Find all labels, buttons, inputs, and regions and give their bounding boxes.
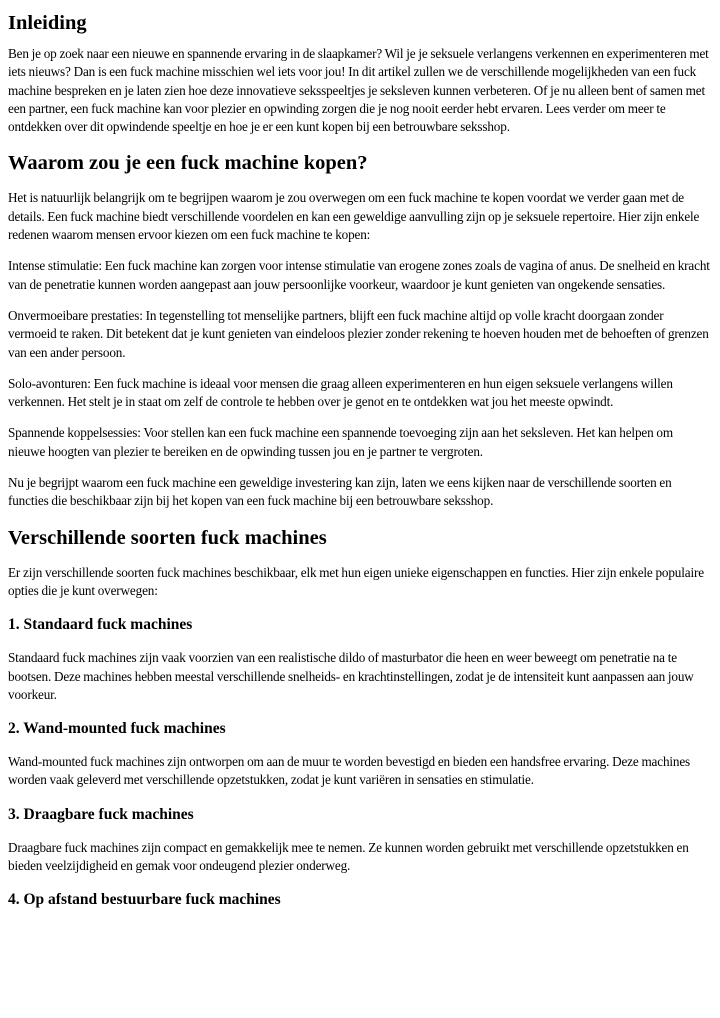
paragraph-solo-avonturen: Solo-avonturen: Een fuck machine is ideaal voor mensen die graag alleen experimenteren en hun eigen seksuele verlangens willen verkennen. Het stelt je in staat om zelf de controle te hebben over je genot en te ontdekken wat jou het meeste opwindt. (8, 375, 673, 410)
subheading-op-afstand: 4. Op afstand bestuurbare fuck machines (8, 891, 281, 909)
paragraph-standaard: Standaard fuck machines zijn vaak voorzien van een realistische dildo of masturbator die heen en weer beweegt om penetratie na te bootsen. Deze machines hebben meestal verschillende snelheids- en krachtinstellingen, zodat je de intensiteit kunt aanpassen aan jouw voorkeur. (8, 650, 694, 702)
paragraph-soorten-intro: Er zijn verschillende soorten fuck machines beschikbaar, elk met hun eigen unieke eigenschappen en functies. Hier zijn enkele populaire opties die je kunt overwegen: (8, 564, 704, 598)
subheading-wand-mounted: 2. Wand-mounted fuck machines (8, 720, 226, 738)
paragraph-overgang: Nu je begrijpt waarom een fuck machine een geweldige investering kan zijn, laten we eens kijken naar de verschillende soorten en functies die beschikbaar zijn bij het kopen van een fuck machine bij een betrouwbare seksshop. (8, 475, 672, 509)
paragraph-draagbare: Draagbare fuck machines zijn compact en gemakkelijk mee te nemen. Ze kunnen worden gebruikt met verschillende opzetstukken en bieden veelzijdigheid en gemak voor ondeugend plezier onderweg. (8, 839, 689, 874)
heading-waarom: Waarom zou je een fuck machine kopen? (8, 152, 368, 175)
subheading-draagbare: 3. Draagbare fuck machines (8, 805, 194, 823)
heading-inleiding: Inleiding (8, 12, 87, 34)
paragraph-koppelsessies: Spannende koppelsessies: Voor stellen kan een fuck machine een spannende toevoeging zijn aan het seksleven. Het kan helpen om nieuwe hoogten van plezier te bereiken en de opwinding tussen jou en je partner te vergroten. (8, 425, 673, 459)
paragraph-onvermoeibare-prestaties: Onvermoeibare prestaties: In tegenstelling tot menselijke partners, blijft een fuck machine altijd op volle kracht doorgaan zonder vermoeid te raken. Dit betekent dat je kunt genieten van eindeloos plezier zonder rekening te hoeven houden met de behoeften of grenzen van een ander persoon. (8, 307, 709, 360)
paragraph-waarom-intro: Het is natuurlijk belangrijk om te begrijpen waarom je zou overwegen om een fuck machine te kopen voordat we verder gaan met de details. Een fuck machine biedt verschillende voordelen en kan een geweldige aanvulling zijn op je seksuele repertoire. Hier zijn enkele redenen waarom mensen ervoor kiezen om een fuck machine te kopen: (8, 190, 700, 243)
heading-soorten: Verschillende soorten fuck machines (8, 526, 327, 549)
paragraph-intro: Ben je op zoek naar een nieuwe en spannende ervaring in de slaapkamer? Wil je je seksuele verlangens verkennen en experimenteren met iets nieuws? Dan is een fuck machine misschien wel iets voor jou! In dit artikel zullen we de verschillende mogelijkheden van een fuck machine bespreken en je laten zien hoe deze innovatieve seksspeeltjes je seksleven kunnen verbeteren. Of je nu alleen bent of samen met een partner, een fuck machine kan voor plezier en opwinding zorgen die je nog nooit eerder hebt ervaren. Lees verder om meer te ontdekken over dit opwindende speeltje en hoe je er een kunt kopen bij een betrouwbare seksshop. (8, 46, 709, 135)
paragraph-intense-stimulatie: Intense stimulatie: Een fuck machine kan zorgen voor intense stimulatie van erogene zones zoals de vagina of anus. De snelheid en kracht van de penetratie kunnen worden aangepast aan jouw persoonlijke voorkeur, waardoor je kunt genieten van ongekende sensaties. (8, 258, 710, 292)
subheading-standaard: 1. Standaard fuck machines (8, 616, 193, 634)
paragraph-wand-mounted: Wand-mounted fuck machines zijn ontworpen om aan de muur te worden bevestigd en bieden een handsfree ervaring. Deze machines worden vaak geleverd met verschillende opzetstukken, zodat je kunt variëren in sensaties en stimulatie. (8, 754, 691, 788)
